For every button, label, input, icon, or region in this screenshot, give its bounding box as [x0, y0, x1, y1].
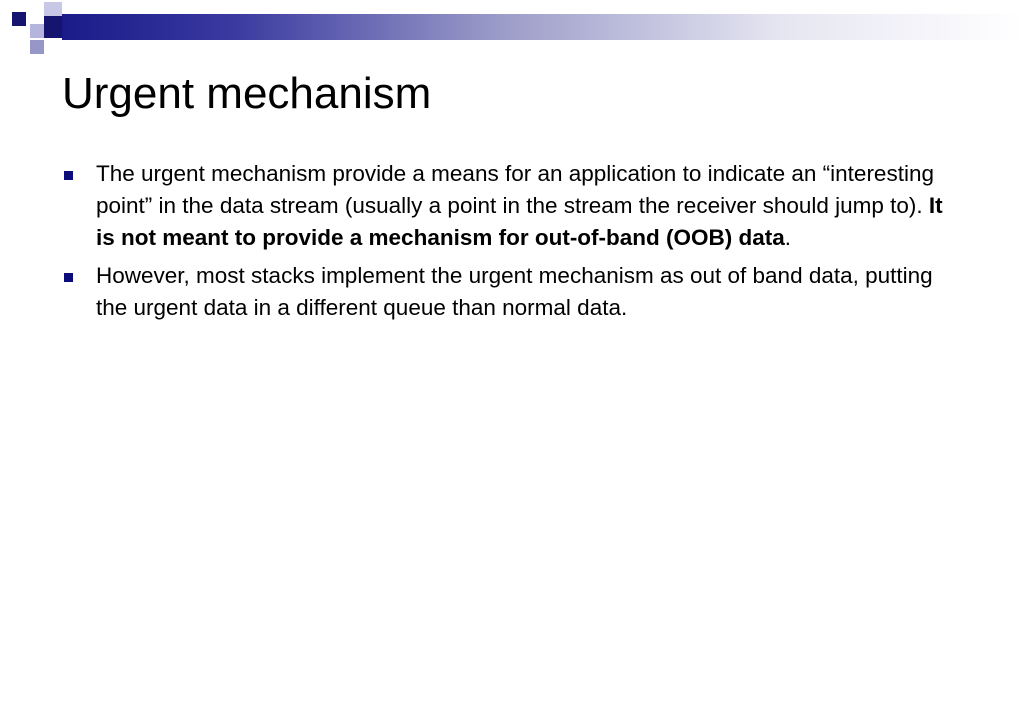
decorative-square	[44, 16, 62, 38]
decorative-square	[30, 24, 44, 38]
slide-title: Urgent mechanism	[62, 69, 432, 118]
header-gradient-band	[62, 14, 1023, 40]
bullet-text-end: .	[784, 225, 792, 250]
bullet-list	[62, 158, 962, 330]
bullet-item	[62, 158, 962, 254]
bullet-text: The urgent mechanism provide a means for an application to indicate an “interesting point” in the data stream (usually a point in the stream the receiver should jump to).	[96, 161, 934, 218]
square-bullet-icon	[64, 273, 73, 282]
bullet-item	[62, 260, 962, 324]
square-bullet-icon	[64, 171, 73, 180]
bullet-bold-text: It is not meant to provide a mechanism for out-of-band (OOB) data	[96, 193, 943, 250]
decorative-square	[30, 40, 44, 54]
decorative-square	[12, 12, 26, 26]
bullet-text: However, most stacks implement the urgent mechanism as out of band data, putting the urgent data in a different queue than normal data.	[96, 263, 933, 320]
decorative-square	[44, 2, 62, 16]
